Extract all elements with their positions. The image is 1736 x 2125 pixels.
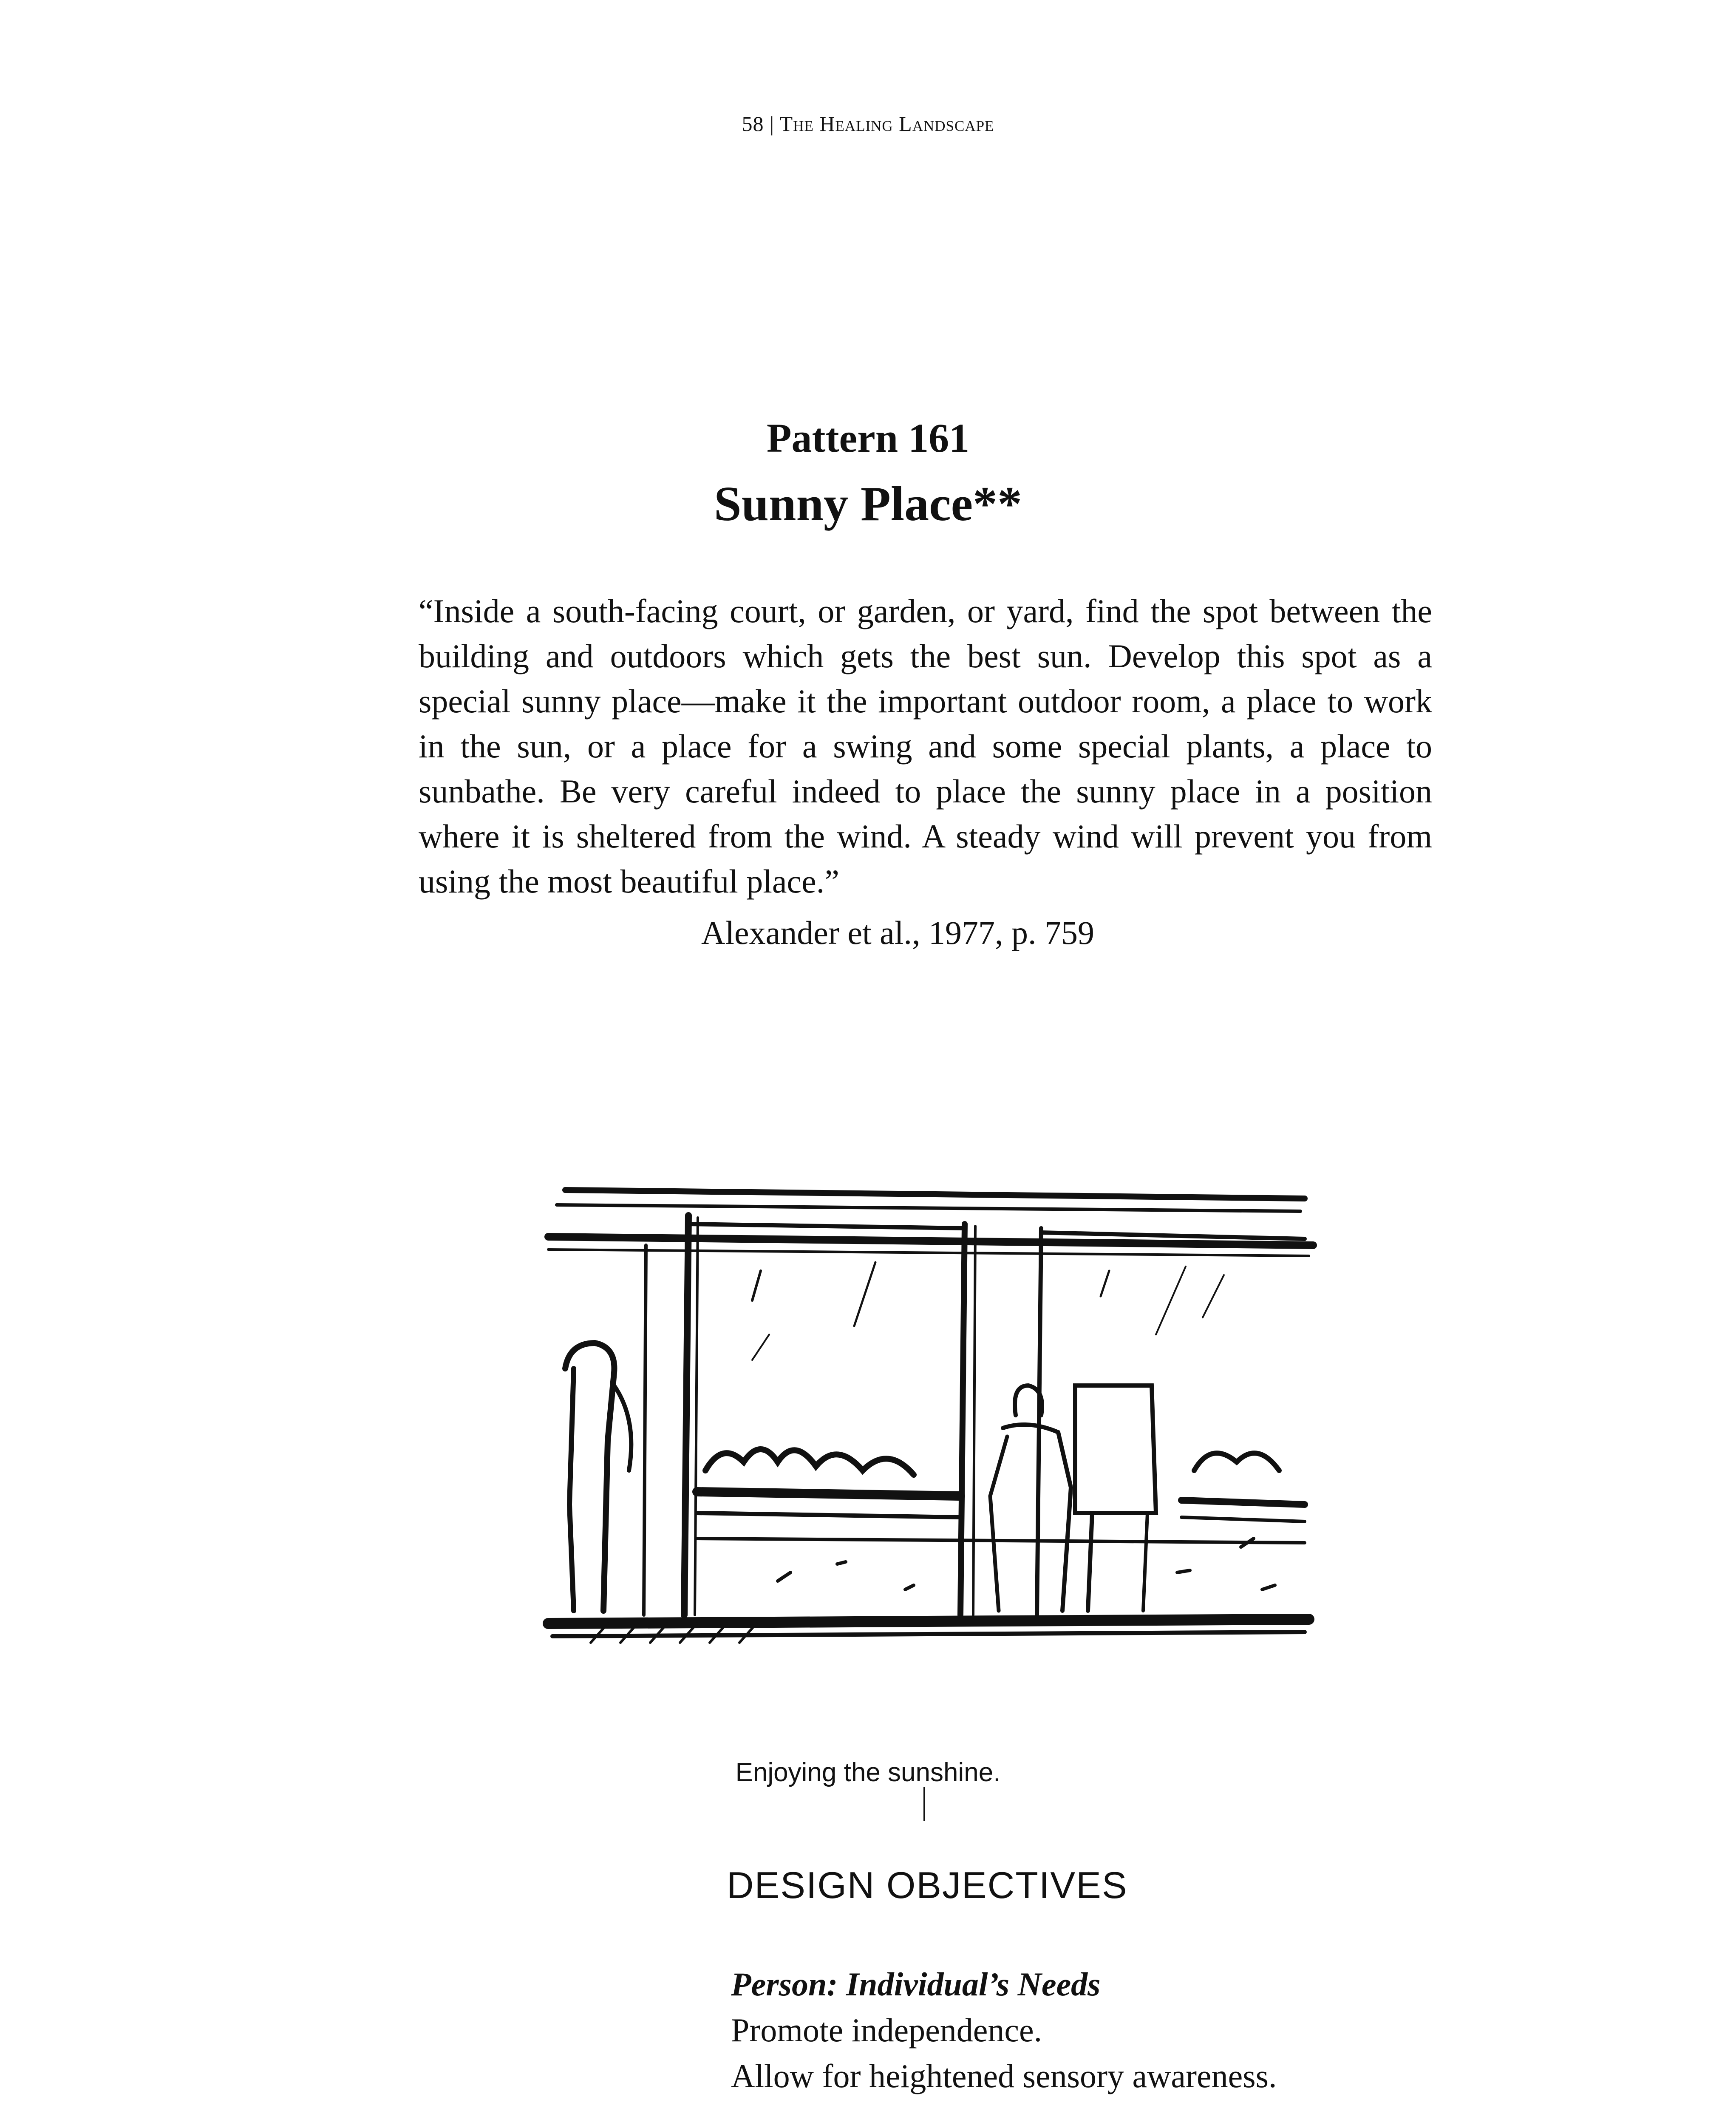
pattern-number: Pattern 161 bbox=[766, 415, 970, 461]
running-head: 58 | The Healing Landscape bbox=[742, 112, 994, 136]
figure-caption: Enjoying the sunshine. bbox=[735, 1758, 1001, 1787]
pattern-title: Sunny Place** bbox=[714, 477, 1022, 531]
objective-item: Promote independence. bbox=[731, 2012, 1042, 2048]
quote-text: “Inside a south-facing court, or garden, or yard, find the spot between the building and outdoors which gets the best sun. Develop this spot as a special sunny place—make it the important outdoor room, a place to work in the sun, or a place for a swing and some special plants, a place to sunbathe. Be very careful indeed to place the sunny place in a position where it is sheltered from the wind. A steady wind will prevent you from using the most beautiful place.” bbox=[419, 592, 1432, 900]
objective-group-person bbox=[731, 1961, 1581, 2099]
objective-group-title: Person: Individual’s Needs bbox=[731, 1966, 1101, 2003]
caption-tick-mark bbox=[923, 1787, 925, 1821]
objective-item: Allow for heightened sensory awareness. bbox=[731, 2057, 1277, 2094]
sunny-place-sketch bbox=[540, 1164, 1317, 1674]
quote-citation: Alexander et al., 1977, p. 759 bbox=[701, 914, 1094, 951]
design-objectives-heading: DESIGN OBJECTIVES bbox=[727, 1864, 1128, 1906]
design-objectives-list bbox=[731, 1961, 1581, 2125]
